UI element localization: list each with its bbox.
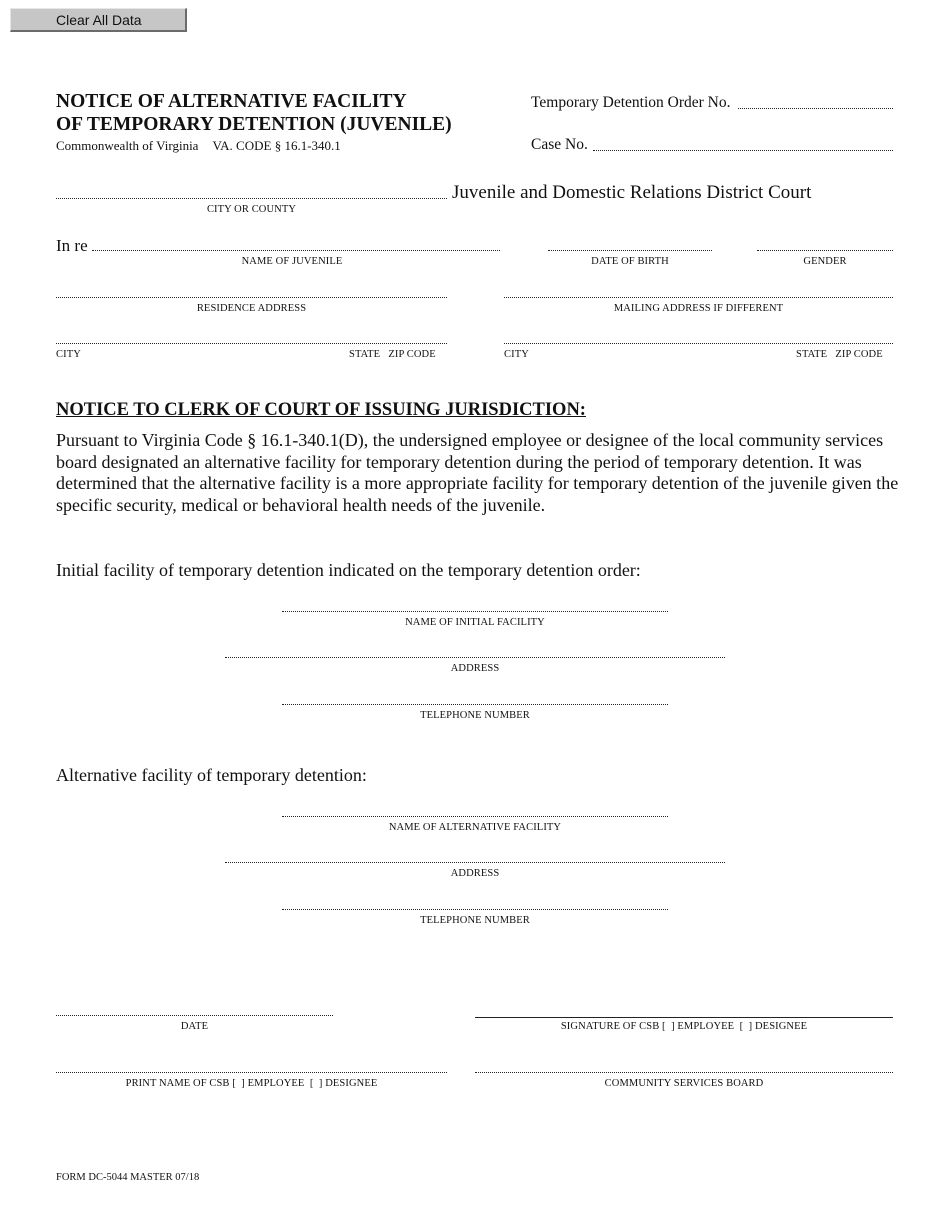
alternative-facility-phone-field[interactable]	[282, 909, 668, 910]
residence-address-field[interactable]	[56, 297, 447, 298]
clear-all-data-button[interactable]: Clear All Data	[10, 8, 187, 32]
date-of-birth-field[interactable]	[548, 250, 712, 251]
form-number: FORM DC-5044 MASTER 07/18	[56, 1172, 200, 1183]
form-subtitle	[56, 138, 341, 154]
alternative-facility-name-label: NAME OF ALTERNATIVE FACILITY	[388, 822, 562, 833]
mailing-address-field[interactable]	[504, 297, 893, 298]
initial-facility-address-label: ADDRESS	[450, 663, 500, 674]
date-label: DATE	[180, 1021, 209, 1032]
residence-address-label: RESIDENCE ADDRESS	[196, 303, 307, 314]
va-code-label: VA. CODE § 16.1-340.1	[212, 138, 341, 153]
notice-heading: NOTICE TO CLERK OF COURT OF ISSUING JURISDICTION:	[56, 400, 586, 420]
city-county-label: CITY OR COUNTY	[206, 204, 297, 215]
form-title-line1: NOTICE OF ALTERNATIVE FACILITY	[56, 91, 407, 112]
alternative-facility-phone-label: TELEPHONE NUMBER	[420, 915, 530, 926]
initial-facility-phone-label: TELEPHONE NUMBER	[420, 710, 530, 721]
residence-city-label: CITY	[56, 349, 81, 360]
case-number-field[interactable]	[593, 150, 893, 151]
alternative-facility-address-field[interactable]	[225, 862, 725, 863]
initial-facility-phone-field[interactable]	[282, 704, 668, 705]
tdo-number-label: Temporary Detention Order No.	[531, 94, 731, 111]
date-of-birth-label: DATE OF BIRTH	[591, 256, 669, 267]
mailing-city-state-zip-field[interactable]	[504, 343, 893, 344]
commonwealth-label: Commonwealth of Virginia	[56, 138, 199, 153]
community-services-board-field[interactable]	[475, 1072, 893, 1073]
print-name-label: PRINT NAME OF CSB [ ] EMPLOYEE [ ] DESIGNEE	[125, 1078, 378, 1089]
date-field[interactable]	[56, 1015, 333, 1016]
alternative-facility-intro: Alternative facility of temporary detention:	[56, 765, 367, 785]
court-name: Juvenile and Domestic Relations District Court	[452, 182, 812, 203]
signature-label: SIGNATURE OF CSB [ ] EMPLOYEE [ ] DESIGNEE	[560, 1021, 808, 1032]
residence-state-zip-label: STATE ZIP CODE	[349, 349, 436, 360]
form-title-line2: OF TEMPORARY DETENTION (JUVENILE)	[56, 114, 452, 135]
notice-paragraph: Pursuant to Virginia Code § 16.1-340.1(D), the undersigned employee or designee of the local community services board designated an alternative facility for temporary detention during the period of temporary detention. It was determined that the alternative facility is a more appropriate facility for temporary detention of the juvenile given the specific security, medical or behavioral health needs of the juvenile.	[56, 430, 899, 515]
juvenile-name-label: NAME OF JUVENILE	[241, 256, 343, 267]
gender-label: GENDER	[803, 256, 847, 267]
residence-city-state-zip-field[interactable]	[56, 343, 447, 344]
case-number-label: Case No.	[531, 136, 588, 153]
alternative-facility-name-field[interactable]	[282, 816, 668, 817]
signature-field[interactable]	[475, 1017, 893, 1018]
alternative-facility-address-label: ADDRESS	[450, 868, 500, 879]
print-name-field[interactable]	[56, 1072, 447, 1073]
mailing-city-label: CITY	[504, 349, 529, 360]
gender-field[interactable]	[757, 250, 893, 251]
initial-facility-name-field[interactable]	[282, 611, 668, 612]
form-title	[56, 90, 452, 136]
juvenile-name-field[interactable]	[92, 250, 500, 251]
initial-facility-address-field[interactable]	[225, 657, 725, 658]
in-re-label: In re	[56, 236, 88, 255]
initial-facility-name-label: NAME OF INITIAL FACILITY	[405, 617, 545, 628]
initial-facility-intro: Initial facility of temporary detention indicated on the temporary detention order:	[56, 560, 641, 580]
mailing-state-zip-label: STATE ZIP CODE	[796, 349, 883, 360]
mailing-address-label: MAILING ADDRESS IF DIFFERENT	[613, 303, 784, 314]
city-county-field[interactable]	[56, 198, 447, 199]
community-services-board-label: COMMUNITY SERVICES BOARD	[604, 1078, 764, 1089]
tdo-number-field[interactable]	[738, 108, 893, 109]
